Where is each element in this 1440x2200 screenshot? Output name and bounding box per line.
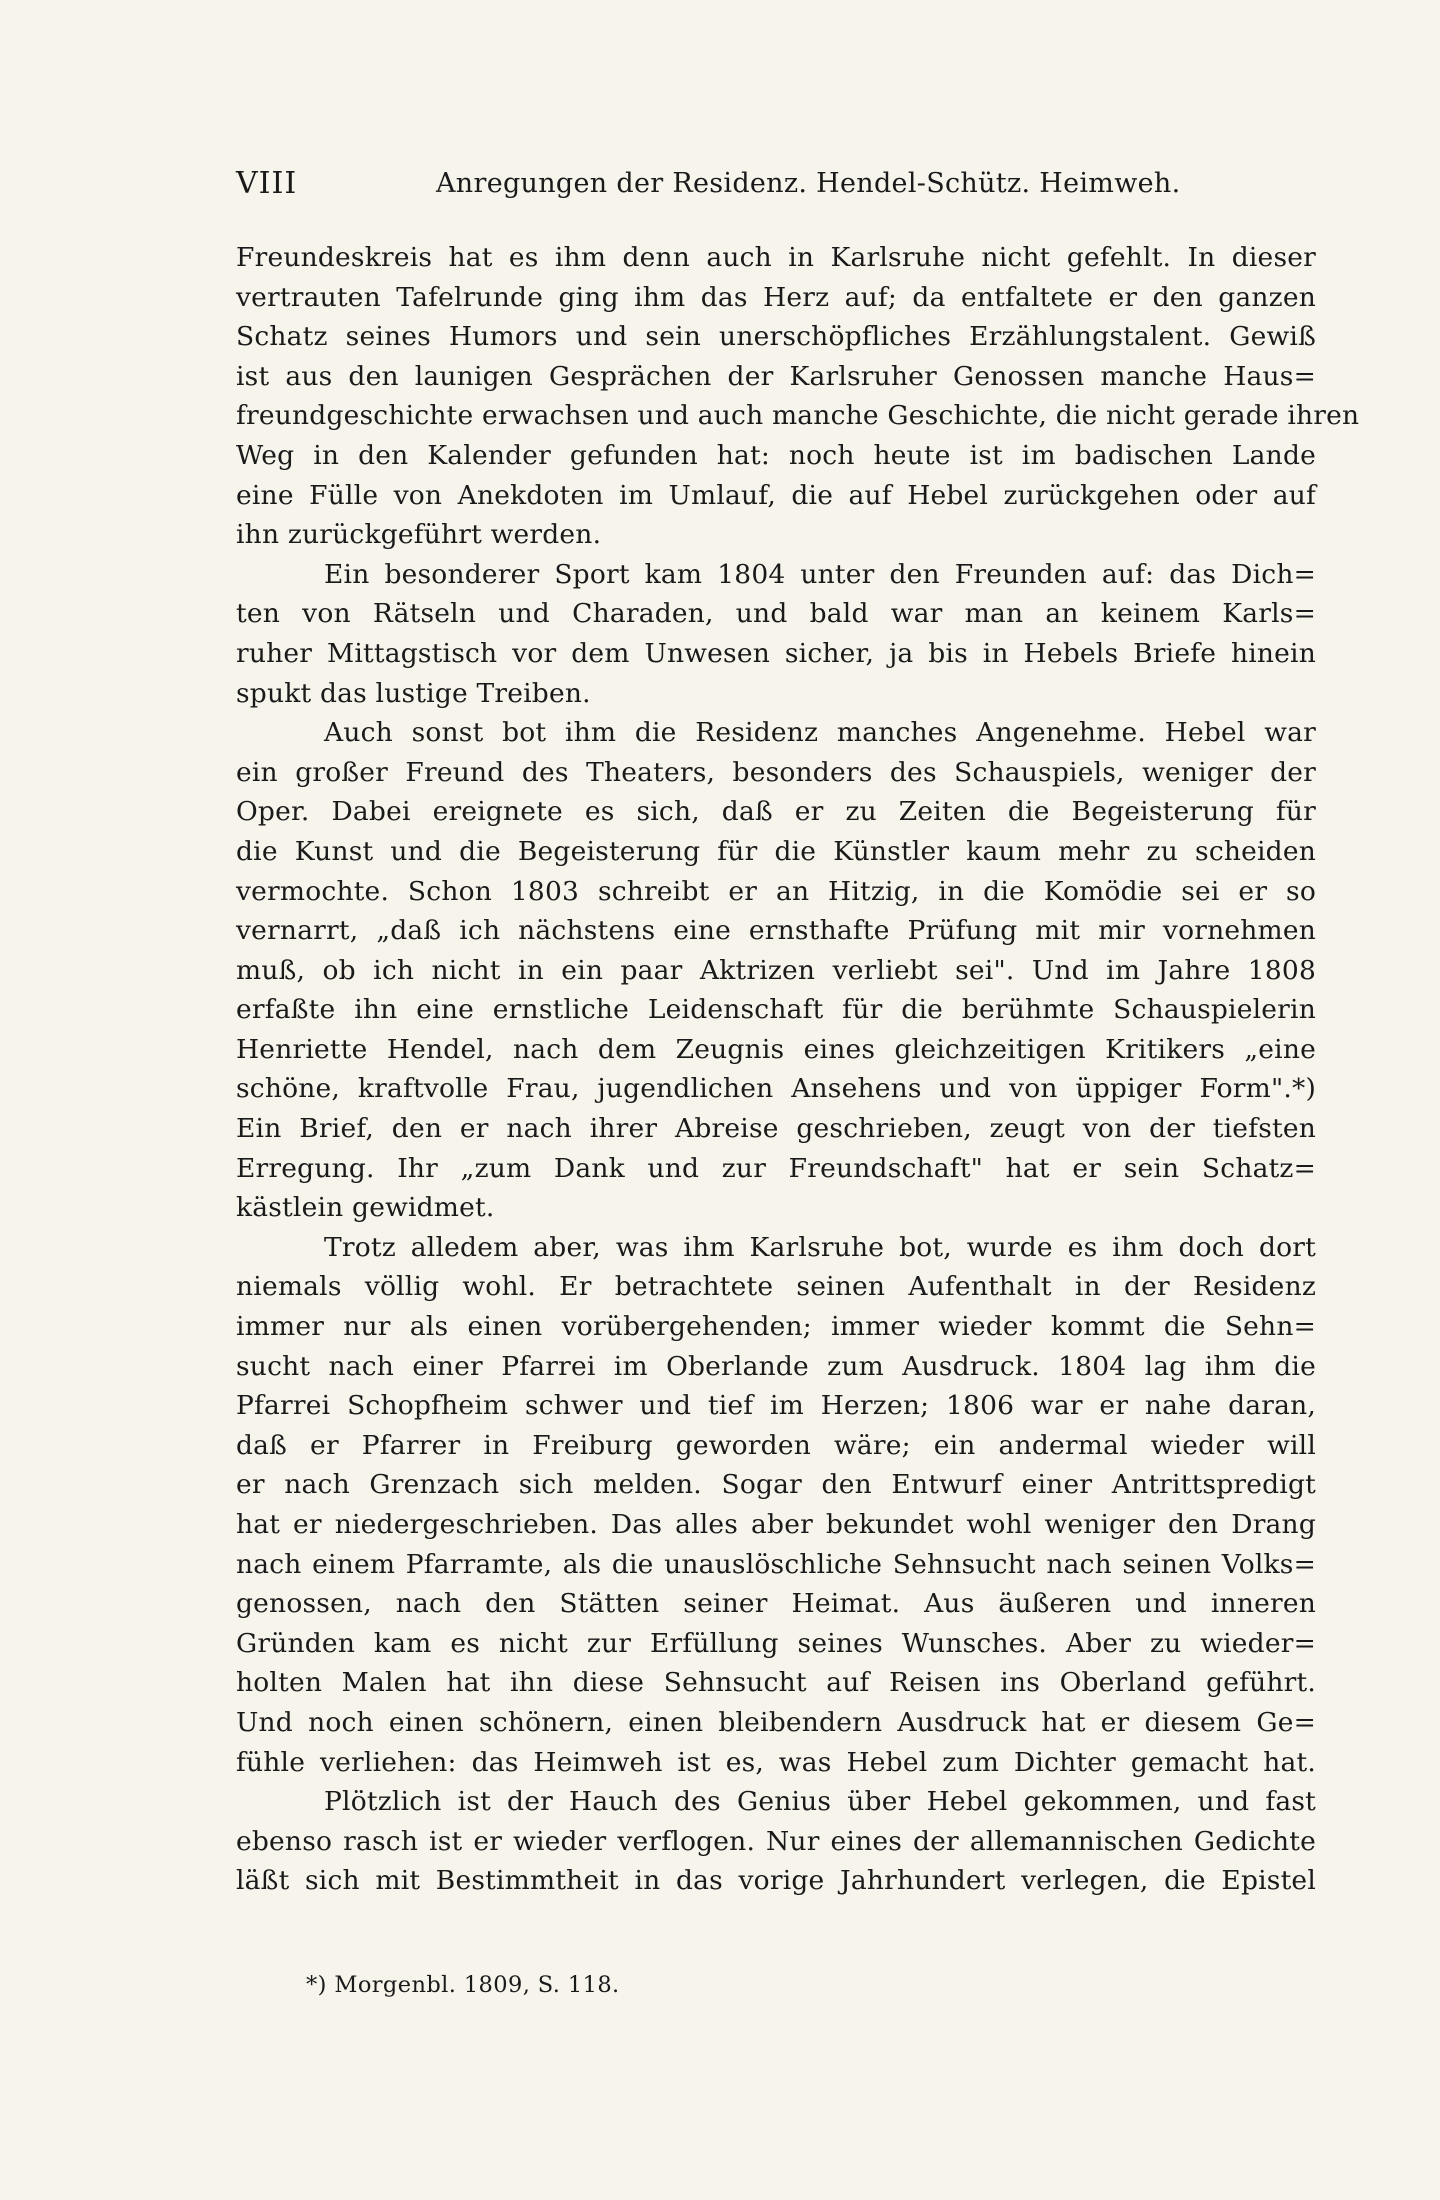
- text-line: spukt das lustige Treiben.: [236, 677, 591, 709]
- text-line: Auch sonst bot ihm die Residenz manches Angenehme. Hebel war: [324, 717, 1316, 749]
- text-line: daß er Pfarrer in Freiburg geworden wäre; ein andermal wieder will: [236, 1429, 1316, 1461]
- body-text: [236, 238, 1360, 1901]
- text-line: freundgeschichte erwachsen und auch manche Geschichte, die nicht gerade ihren: [236, 400, 1360, 432]
- text-line: ist aus den launigen Gesprächen der Karlsruher Genossen manche Haus=: [236, 360, 1316, 392]
- text-line: Henriette Hendel, nach dem Zeugnis eines gleichzeitigen Kritikers „eine: [236, 1033, 1316, 1065]
- text-line: hat er niedergeschrieben. Das alles aber bekundet wohl weniger den Drang: [236, 1509, 1316, 1540]
- text-line: ten von Rätseln und Charaden, und bald war man an keinem Karls=: [236, 598, 1316, 630]
- text-line: Freundeskreis hat es ihm denn auch in Karlsruhe nicht gefehlt. In dieser: [236, 242, 1316, 273]
- text-line: vertrauten Tafelrunde ging ihm das Herz auf; da entfaltete er den ganzen: [236, 281, 1316, 313]
- text-line: Plötzlich ist der Hauch des Genius über Hebel gekommen, und fast: [324, 1786, 1316, 1818]
- text-line: Ein Brief, den er nach ihrer Abreise geschrieben, zeugt von der tiefsten: [236, 1113, 1316, 1145]
- text-line: vermochte. Schon 1803 schreibt er an Hitzig, in die Komödie sei er so: [236, 875, 1316, 907]
- text-line: muß, ob ich nicht in ein paar Aktrizen verliebt sei". Und im Jahre 1808: [236, 954, 1316, 986]
- text-line: läßt sich mit Bestimmtheit in das vorige Jahrhundert verlegen, die Epistel: [236, 1865, 1316, 1897]
- text-line: vernarrt, „daß ich nächstens eine ernsthafte Prüfung mit mir vornehmen: [236, 915, 1316, 947]
- text-line: erfaßte ihn eine ernstliche Leidenschaft für die berühmte Schauspielerin: [236, 994, 1316, 1026]
- text-line: ein großer Freund des Theaters, besonders des Schauspiels, weniger der: [236, 756, 1316, 788]
- text-line: fühle verliehen: das Heimweh ist es, was Hebel zum Dichter gemacht hat.: [236, 1746, 1316, 1778]
- text-line: genossen, nach den Stätten seiner Heimat. Aus äußeren und inneren: [236, 1588, 1316, 1620]
- text-line: schöne, kraftvolle Frau, jugendlichen Ansehens und von üppiger Form".*): [236, 1073, 1316, 1105]
- text-line: nach einem Pfarramte, als die unauslöschliche Sehnsucht nach seinen Volks=: [236, 1548, 1316, 1580]
- text-line: er nach Grenzach sich melden. Sogar den Entwurf einer Antrittspredigt: [236, 1469, 1316, 1501]
- text-line: Und noch einen schönern, einen bleibendern Ausdruck hat er diesem Ge=: [236, 1706, 1316, 1738]
- text-line: ruher Mittagstisch vor dem Unwesen sicher, ja bis in Hebels Briefe hinein: [236, 637, 1316, 669]
- text-line: niemals völlig wohl. Er betrachtete seinen Aufenthalt in der Residenz: [236, 1271, 1316, 1303]
- text-line: Erregung. Ihr „zum Dank und zur Freundschaft" hat er sein Schatz=: [236, 1152, 1316, 1184]
- running-head-title: Anregungen der Residenz. Hendel-Schütz. Heimweh.: [436, 168, 1181, 199]
- text-line: Oper. Dabei ereignete es sich, daß er zu Zeiten die Begeisterung für: [236, 796, 1316, 828]
- text-line: Gründen kam es nicht zur Erfüllung seines Wunsches. Aber zu wieder=: [236, 1627, 1316, 1659]
- text-line: kästlein gewidmet.: [236, 1192, 495, 1224]
- text-line: holten Malen hat ihn diese Sehnsucht auf Reisen ins Oberland geführt.: [236, 1667, 1316, 1699]
- text-line: sucht nach einer Pfarrei im Oberlande zum Ausdruck. 1804 lag ihm die: [236, 1350, 1316, 1382]
- text-line: immer nur als einen vorübergehenden; immer wieder kommt die Sehn=: [236, 1311, 1316, 1343]
- text-line: Schatz seines Humors und sein unerschöpfliches Erzählungstalent. Gewiß: [236, 321, 1316, 353]
- text-line: Trotz alledem aber, was ihm Karlsruhe bot, wurde es ihm doch dort: [324, 1231, 1316, 1263]
- text-line: Weg in den Kalender gefunden hat: noch heute ist im badischen Lande: [236, 439, 1316, 471]
- text-line: ihn zurückgeführt werden.: [236, 519, 602, 551]
- text-line: ebenso rasch ist er wieder verflogen. Nur eines der allemannischen Gedichte: [236, 1825, 1316, 1857]
- text-line: die Kunst und die Begeisterung für die Künstler kaum mehr zu scheiden: [236, 835, 1316, 867]
- running-head: [236, 166, 1316, 206]
- text-line: Ein besonderer Sport kam 1804 unter den Freunden auf: das Dich=: [324, 558, 1316, 590]
- footnote: *) Morgenbl. 1809, S. 118.: [306, 1972, 620, 1998]
- text-line: Pfarrei Schopfheim schwer und tief im Herzen; 1806 war er nahe daran,: [236, 1390, 1316, 1422]
- text-line: eine Fülle von Anekdoten im Umlauf, die auf Hebel zurückgehen oder auf: [236, 479, 1316, 511]
- page-number: VIII: [236, 166, 298, 201]
